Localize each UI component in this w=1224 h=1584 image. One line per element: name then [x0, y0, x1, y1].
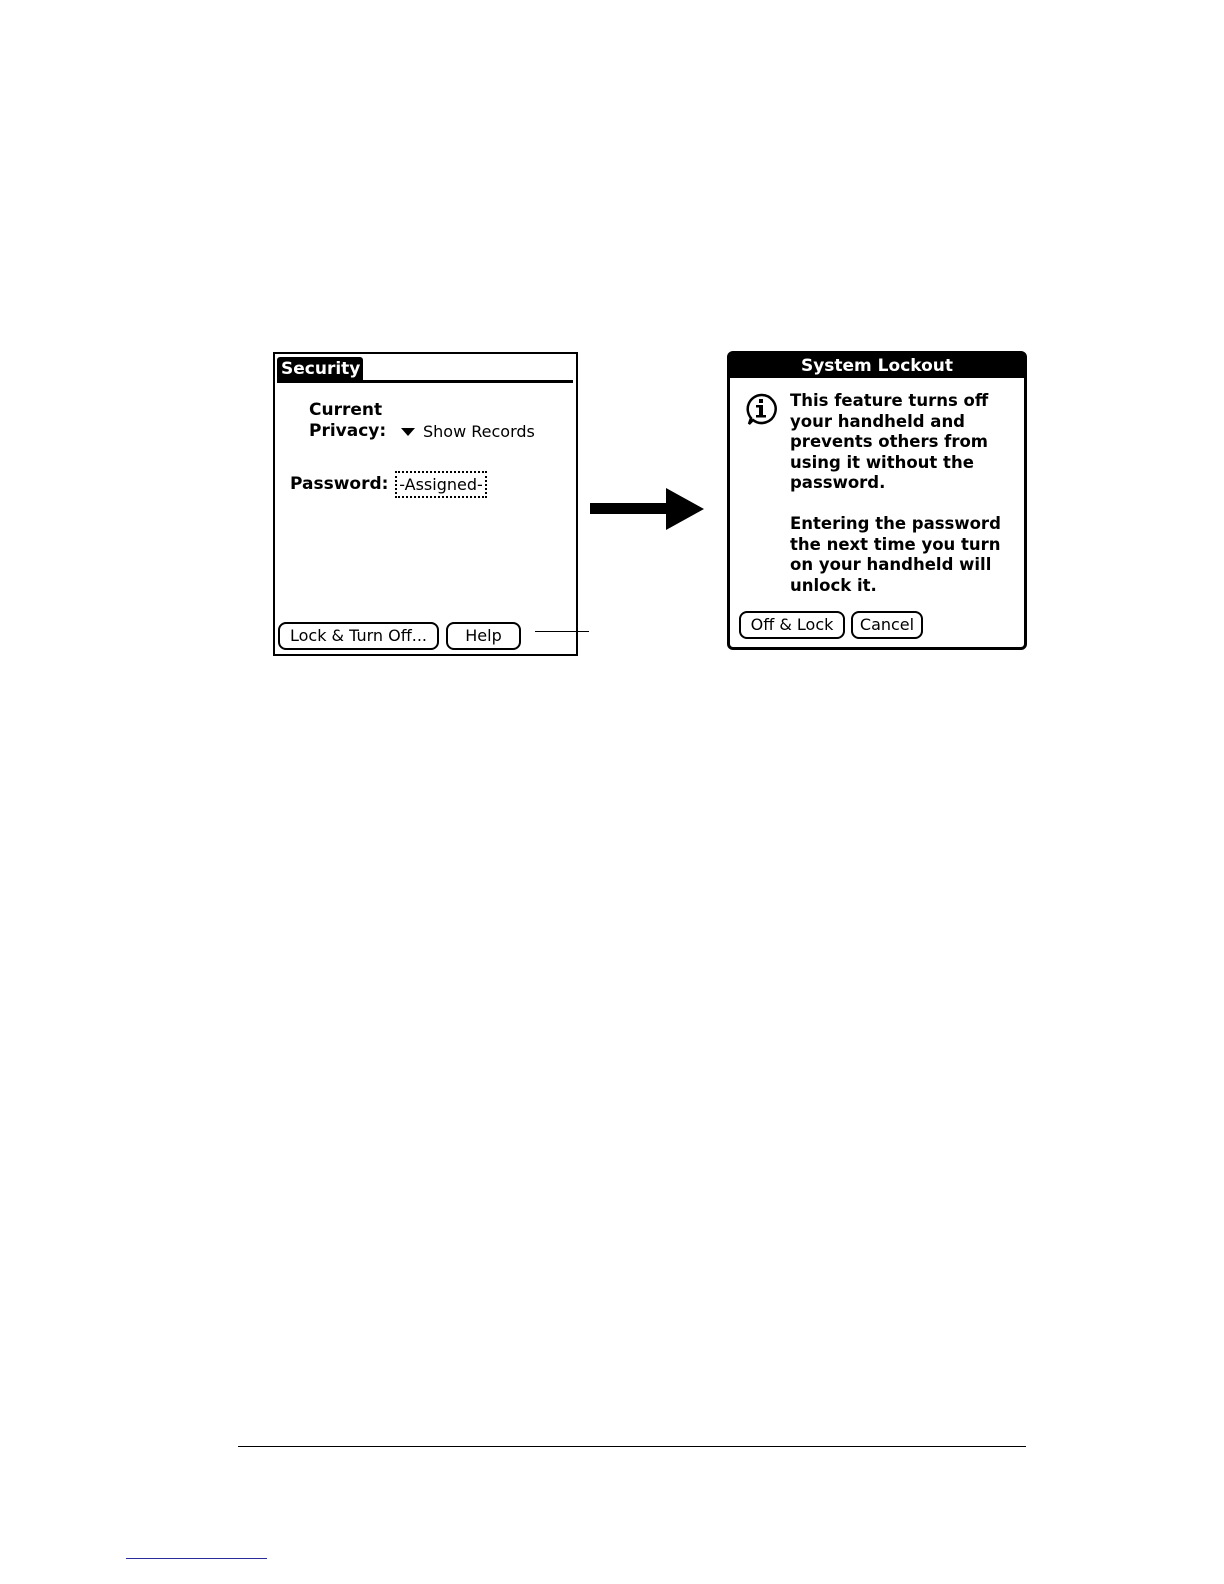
password-field[interactable]: -Assigned- — [395, 471, 487, 498]
footer-link-underline — [126, 1558, 267, 1559]
security-screen — [273, 352, 578, 656]
cancel-button[interactable]: Cancel — [851, 611, 923, 639]
dialog-title: System Lockout — [730, 354, 1024, 378]
privacy-value: Show Records — [423, 422, 535, 441]
right-arrow-icon — [590, 488, 704, 530]
lock-turn-off-button[interactable]: Lock & Turn Off... — [278, 622, 439, 650]
security-title: Security — [277, 357, 363, 382]
dialog-message-2: Entering the password the next time you turn on your handheld will unlock it. — [790, 514, 1001, 595]
dropdown-triangle-icon — [401, 428, 415, 436]
system-lockout-dialog — [727, 351, 1027, 650]
dialog-message-1: This feature turns off your handheld and prevents others from using it without the password. — [790, 391, 989, 493]
password-label: Password: — [290, 474, 389, 494]
callout-line — [535, 631, 589, 632]
privacy-label: Current Privacy: — [309, 400, 387, 441]
privacy-dropdown[interactable] — [401, 421, 535, 442]
info-icon — [744, 392, 778, 426]
help-button[interactable]: Help — [446, 622, 521, 650]
off-lock-button[interactable]: Off & Lock — [739, 611, 845, 639]
title-rule — [277, 380, 573, 383]
footer-rule — [238, 1446, 1026, 1447]
